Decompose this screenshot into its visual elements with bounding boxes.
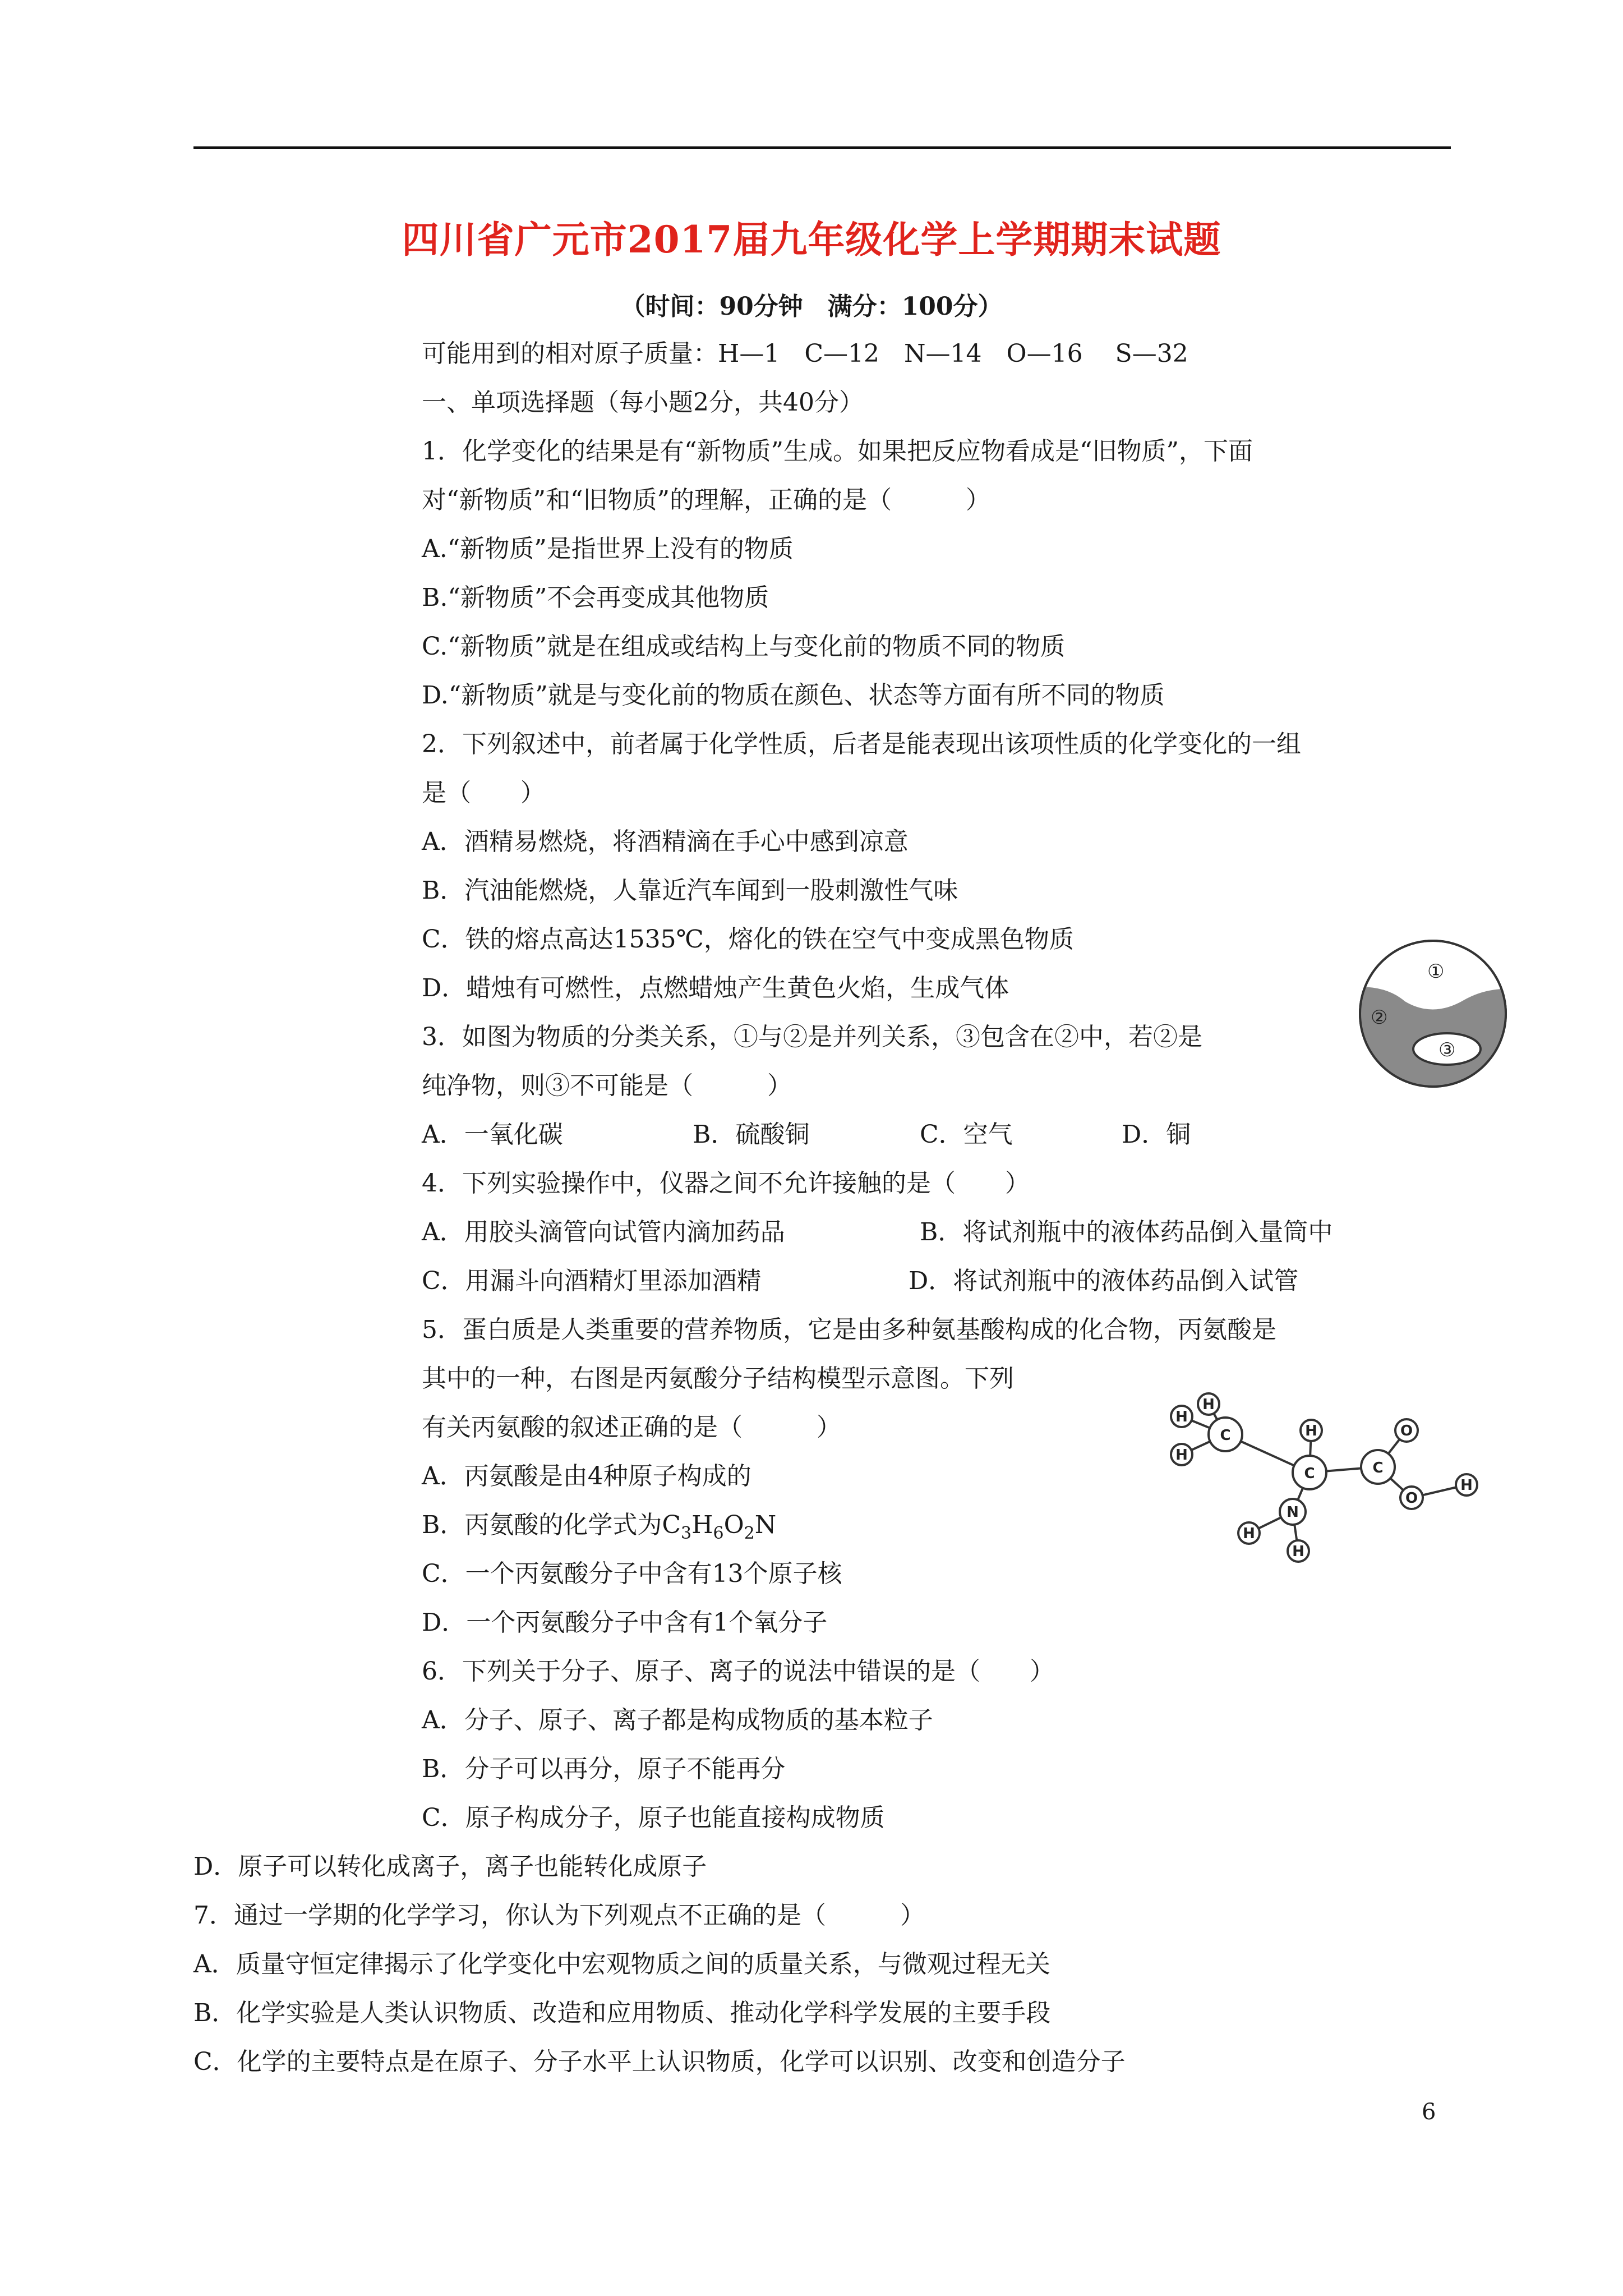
question-1-option-a: A.“新物质”是指世界上没有的物质 <box>422 535 794 563</box>
question-6-option-d: D．原子可以转化成离子，离子也能转化成原子 <box>193 1852 707 1881</box>
section-heading: 一、单项选择题（每小题2分，共40分） <box>422 388 864 417</box>
page-number: 6 <box>1422 2099 1436 2125</box>
question-1-option-b: B.“新物质”不会再变成其他物质 <box>422 583 769 612</box>
label-3: ③ <box>1438 1039 1456 1061</box>
question-3-option-c: C．空气 <box>920 1120 1013 1149</box>
question-6-option-a: A．分子、原子、离子都是构成物质的基本粒子 <box>422 1706 933 1734</box>
question-5-option-a: A．丙氨酸是由4种原子构成的 <box>422 1462 751 1490</box>
atom-h4: H <box>1305 1423 1317 1439</box>
question-2-stem-line2: 是（ ） <box>422 779 545 807</box>
page-title: 四川省广元市2017届九年级化学上学期期末试题 <box>402 218 1221 261</box>
question-4-option-a: A．用胶头滴管向试管内滴加药品 <box>422 1218 785 1246</box>
question-1-option-c: C.“新物质”就是在组成或结构上与变化前的物质不同的物质 <box>422 632 1066 661</box>
question-5-option-c: C．一个丙氨酸分子中含有13个原子核 <box>422 1559 842 1588</box>
question-7-option-c: C．化学的主要特点是在原子、分子水平上认识物质，化学可以识别、改变和创造分子 <box>193 2047 1126 2076</box>
atom-o1: O <box>1400 1423 1413 1439</box>
atom-h1: H <box>1202 1396 1215 1413</box>
header-rule <box>193 146 1451 149</box>
question-6-option-b: B．分子可以再分，原子不能再分 <box>422 1755 786 1783</box>
question-5-stem-line2: 其中的一种，右图是丙氨酸分子结构模型示意图。下列 <box>422 1364 1014 1393</box>
question-4-stem: 4．下列实验操作中，仪器之间不允许接触的是（ ） <box>422 1169 1030 1198</box>
option-b-text: B．丙氨酸的化学式为C <box>422 1511 681 1539</box>
question-2-option-a: A．酒精易燃烧，将酒精滴在手心中感到凉意 <box>422 827 909 856</box>
atom-c3: C <box>1372 1460 1384 1476</box>
question-2-option-b: B．汽油能燃烧，人靠近汽车闻到一股刺激性气味 <box>422 876 958 905</box>
label-1: ① <box>1427 960 1445 983</box>
question-6-stem: 6．下列关于分子、原子、离子的说法中错误的是（ ） <box>422 1657 1054 1686</box>
question-2-stem-line1: 2．下列叙述中，前者属于化学性质，后者是能表现出该项性质的化学变化的一组 <box>422 730 1301 758</box>
atom-h2: H <box>1175 1409 1188 1425</box>
question-7-option-b: B．化学实验是人类认识物质、改造和应用物质、推动化学科学发展的主要手段 <box>193 1999 1051 2027</box>
atom-h6: H <box>1243 1525 1255 1542</box>
question-3-option-d: D．铜 <box>1122 1120 1191 1149</box>
question-5-option-b: B．丙氨酸的化学式为$C_3H_6O_2N$ <box>422 1511 777 1543</box>
question-3-stem-line2: 纯净物，则③不可能是（ ） <box>422 1071 792 1100</box>
question-7-option-a: A．质量守恒定律揭示了化学变化中宏观物质之间的质量关系，与微观过程无关 <box>193 1950 1050 1978</box>
question-1-stem-line1: 1．化学变化的结果是有“新物质”生成。如果把反应物看成是“旧物质”，下面 <box>422 437 1253 466</box>
question-1-stem-line2: 对“新物质”和“旧物质”的理解，正确的是（ ） <box>422 486 990 514</box>
question-5-stem-line1: 5．蛋白质是人类重要的营养物质，它是由多种氨基酸构成的化合物，丙氨酸是 <box>422 1315 1276 1344</box>
question-5-stem-line3: 有关丙氨酸的叙述正确的是（ ） <box>422 1413 841 1442</box>
alanine-molecule-model <box>1147 1388 1483 1573</box>
question-6-option-c: C．原子构成分子，原子也能直接构成物质 <box>422 1803 885 1832</box>
classification-diagram <box>1352 934 1514 1094</box>
question-3-stem-line1: 3．如图为物质的分类关系，①与②是并列关系，③包含在②中，若②是 <box>422 1023 1202 1051</box>
question-4-option-c: C．用漏斗向酒精灯里添加酒精 <box>422 1267 762 1295</box>
question-4-option-b: B．将试剂瓶中的液体药品倒入量筒中 <box>920 1218 1333 1246</box>
atom-o2: O <box>1405 1490 1418 1507</box>
atom-h3: H <box>1175 1447 1188 1464</box>
atom-c1: C <box>1220 1427 1231 1444</box>
question-1-option-d: D.“新物质”就是与变化前的物质在颜色、状态等方面有所不同的物质 <box>422 681 1165 710</box>
exam-time-score: （时间：90分钟 满分：100分） <box>620 292 1003 321</box>
atom-h5: H <box>1460 1477 1473 1494</box>
question-3-option-a: A．一氧化碳 <box>422 1120 563 1149</box>
question-2-option-c: C．铁的熔点高达1535℃，熔化的铁在空气中变成黑色物质 <box>422 925 1074 954</box>
label-2: ② <box>1371 1006 1388 1029</box>
question-3-option-b: B．硫酸铜 <box>693 1120 810 1149</box>
atom-n: N <box>1287 1504 1299 1521</box>
question-5-option-d: D．一个丙氨酸分子中含有1个氧分子 <box>422 1608 828 1637</box>
question-4-option-d: D．将试剂瓶中的液体药品倒入试管 <box>909 1267 1299 1295</box>
atom-c2: C <box>1304 1465 1315 1482</box>
question-7-stem: 7．通过一学期的化学学习，你认为下列观点不正确的是（ ） <box>193 1901 925 1930</box>
question-2-option-d: D．蜡烛有可燃性，点燃蜡烛产生黄色火焰，生成气体 <box>422 974 1009 1002</box>
atom-h7: H <box>1292 1543 1304 1560</box>
atomic-masses: 可能用到的相对原子质量：H—1 C—12 N—14 O—16 S—32 <box>422 339 1188 368</box>
